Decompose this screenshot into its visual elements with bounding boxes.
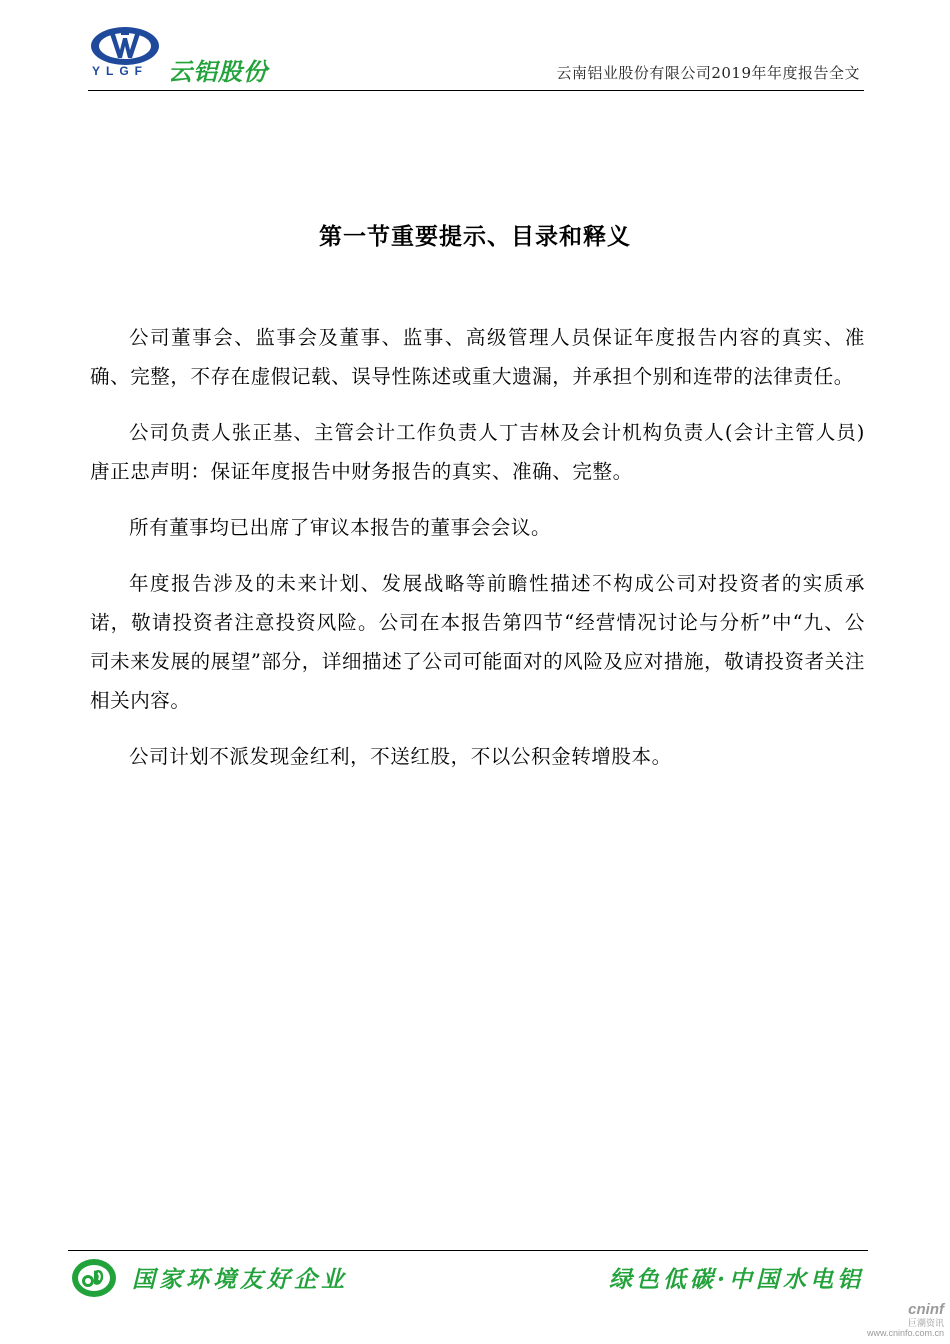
page-header <box>88 20 864 91</box>
paragraph-risk-notice: 年度报告涉及的未来计划、发展战略等前瞻性描述不构成公司对投资者的实质承诺，敬请投资者注意投资风险。公司在本报告第四节“经营情况讨论与分析”中“九、公司未来发展的展望”部分，详细描述了公司可能面对的风险及应对措施，敬请投资者关注相关内容。 <box>90 572 865 712</box>
paragraph-responsibility: 公司董事会、监事会及董事、监事、高级管理人员保证年度报告内容的真实、准确、完整，不存在虚假记载、误导性陈述或重大遗漏，并承担个别和连带的法律责任。 <box>90 326 865 388</box>
page-footer <box>68 1250 868 1311</box>
footer-slogan-left: 国家环境友好企业 <box>132 1266 348 1293</box>
watermark-url: www.cninfo.com.cn <box>866 1328 944 1338</box>
section-title: 第一节重要提示、目录和释义 <box>319 223 631 250</box>
watermark-subtitle: 巨潮资讯 <box>907 1318 944 1328</box>
cninfo-watermark <box>852 1302 944 1338</box>
paragraph-dividend: 公司计划不派发现金红利，不送红股，不以公积金转增股本。 <box>129 745 672 768</box>
environment-logo-icon <box>70 1257 118 1299</box>
watermark-brand: cninf <box>908 1301 944 1318</box>
paragraph-attendance: 所有董事均已出席了审议本报告的董事会会议。 <box>129 516 552 539</box>
report-title: 云南铝业股份有限公司2019年年度报告全文 <box>556 64 860 82</box>
paragraph-declaration: 公司负责人张正基、主管会计工作负责人丁吉林及会计机构负责人(会计主管人员)唐正忠声明：保证年度报告中财务报告的真实、准确、完整。 <box>90 421 865 483</box>
logo-letters: YLGF <box>92 64 148 78</box>
footer-slogan-right: 绿色低碳·中国水电铝 <box>608 1266 864 1293</box>
company-logo-name: 云铝股份 <box>168 57 268 86</box>
document-body <box>90 318 865 793</box>
